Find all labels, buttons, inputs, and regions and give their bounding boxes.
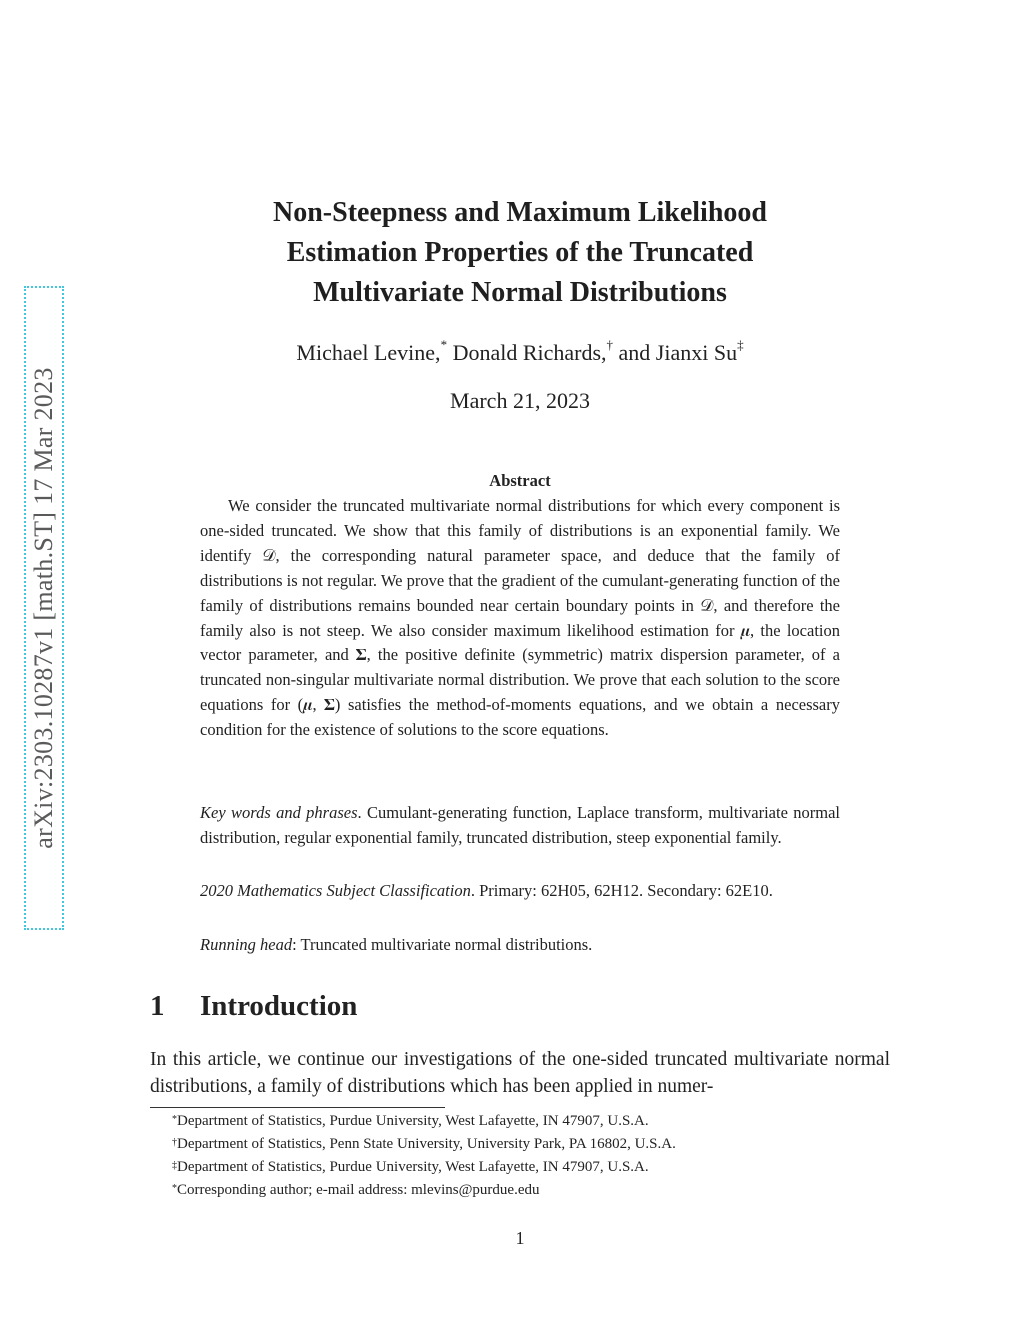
- abstract-text: We consider the truncated multivariate normal distributions for which every component is one-sided truncated. We show that this family of distributions is an exponential family. We identify 𝒟, the corresponding natural parameter space, and deduce that the family of distributions is not regular. We prove that the gradient of the cumulant-generating function of the family of distributions remains bounded near certain boundary points in 𝒟, and therefore the family also is not steep. We also consider maximum likelihood estimation for 𝝁, the location vector parameter, and 𝚺, the positive definite (symmetric) matrix dispersion parameter, of a truncated non-singular multivariate normal distribution. We prove that each solution to the score equations for (𝝁, 𝚺) satisfies the method-of-moments equations, and we obtain a necessary condition for the existence of solutions to the score equations.: [200, 496, 840, 740]
- keywords-label: Key words and phrases: [200, 803, 358, 822]
- keywords: [200, 801, 840, 851]
- section-title: Introduction: [200, 990, 358, 1022]
- running-head-label: Running head: [200, 935, 293, 954]
- paper-date: March 21, 2023: [450, 388, 590, 413]
- footnote-text: Department of Statistics, Penn State University, University Park, PA 16802, U.S.A.: [177, 1136, 676, 1152]
- running-head-text: : Truncated multivariate normal distributions.: [292, 935, 593, 954]
- footnote: [172, 1179, 676, 1202]
- title-line: Multivariate Normal Distributions: [313, 277, 727, 308]
- footnote-rule: [150, 1107, 445, 1108]
- intro-paragraph: In this article, we continue our investigations of the one-sided truncated multivariate normal distributions, a family of distributions which has been applied in numer-: [150, 1049, 890, 1097]
- footnote: [172, 1110, 676, 1133]
- section-heading: [150, 990, 357, 1023]
- footnote: [172, 1156, 676, 1179]
- author-name: Michael Levine,: [296, 340, 441, 365]
- author-name: and Jianxi Su: [613, 340, 738, 365]
- paper-title: [150, 193, 890, 313]
- title-line: Non-Steepness and Maximum Likelihood: [273, 197, 767, 228]
- footnotes: [172, 1110, 676, 1202]
- msc-text: . Primary: 62H05, 62H12. Secondary: 62E10.: [470, 881, 773, 900]
- msc-label: 2020 Mathematics Subject Classification: [200, 881, 471, 900]
- footnote-mark: *: [172, 1114, 177, 1125]
- footnote: [172, 1133, 676, 1156]
- author-name: Donald Richards,: [447, 340, 607, 365]
- abstract-heading: Abstract: [489, 471, 551, 490]
- footnote-text: Department of Statistics, Purdue University, West Lafayette, IN 47907, U.S.A.: [177, 1159, 649, 1175]
- title-line: Estimation Properties of the Truncated: [286, 237, 754, 268]
- running-head: [200, 933, 840, 958]
- arxiv-stamp[interactable]: arXiv:2303.10287v1 [math.ST] 17 Mar 2023: [24, 286, 64, 930]
- author-list: [150, 337, 890, 366]
- author-footnote-mark[interactable]: ‡: [737, 337, 744, 352]
- footnote-text: Corresponding author; e-mail address: mlevins@purdue.edu: [177, 1182, 540, 1198]
- msc-classification: [200, 879, 840, 904]
- author-footnote-mark[interactable]: *: [440, 337, 448, 352]
- footnote-mark: *: [172, 1183, 177, 1194]
- author-footnote-mark[interactable]: †: [606, 337, 614, 352]
- footnote-text: Department of Statistics, Purdue University, West Lafayette, IN 47907, U.S.A.: [177, 1113, 649, 1129]
- page-number: 1: [515, 1228, 525, 1248]
- keywords-text: . Cumulant-generating function, Laplace transform, multivariate normal distribution, regular exponential family, truncated distribution, steep exponential family.: [200, 803, 840, 847]
- footnote-mark: †: [172, 1137, 177, 1148]
- section-number: 1: [150, 990, 165, 1022]
- footnote-mark: ‡: [172, 1160, 177, 1171]
